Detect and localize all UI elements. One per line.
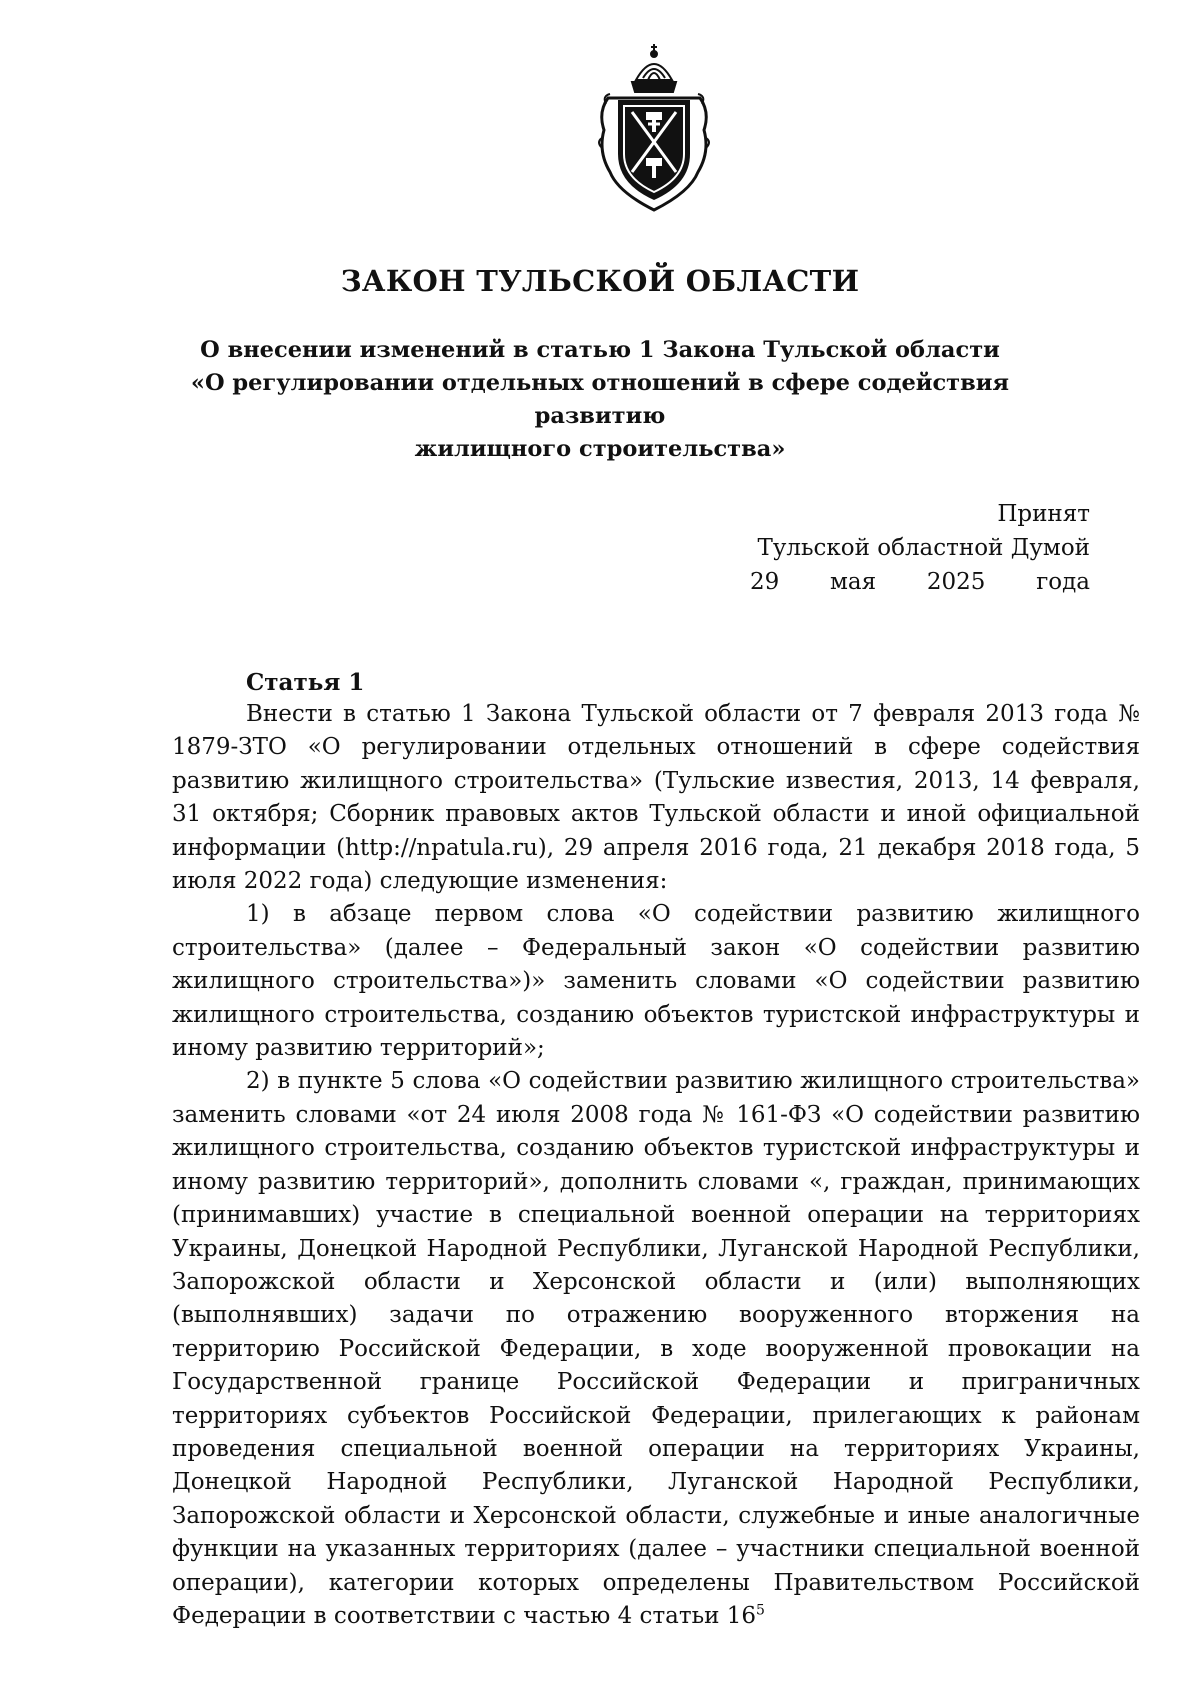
- article-intro-paragraph: Внести в статью 1 Закона Тульской области от 7 февраля 2013 года № 1879-ЗТО «О регулировании отдельных отношений в сфере содействия развитию жилищного строительства» (Тульские известия, 2013, 14 февраля, 31 октября; Сборник правовых актов Тульской области и иной официальной информации (http://npatula.ru), 29 апреля 2016 года, 21 декабря 2018 года, 5 июля 2022 года) следующие изменения:: [172, 701, 1140, 895]
- article-item-2: [172, 1065, 1140, 1633]
- article-body: [172, 698, 1140, 1633]
- article-item-1: 1) в абзаце первом слова «О содействии развитию жилищного строительства» (далее – Федеральный закон «О содействии развитию жилищного строительства»)» заменить словами «О содействии развитию жилищного строительства, созданию объектов туристской инфраструктуры и иному развитию территорий»;: [172, 901, 1140, 1062]
- subtitle-line: «О регулировании отдельных отношений в сфере содействия развитию: [190, 370, 1010, 429]
- adoption-block: [750, 497, 1090, 599]
- article-item-2-superscript: 5: [756, 1602, 765, 1619]
- article-heading: Статья 1: [246, 669, 365, 696]
- adoption-year-suffix: года: [1036, 569, 1090, 595]
- adoption-year: 2025: [926, 569, 986, 595]
- adoption-day: 29: [750, 569, 780, 595]
- subtitle-line: О внесении изменений в статью 1 Закона Тульской области: [200, 337, 1000, 363]
- tula-coat-of-arms-icon: [596, 42, 712, 214]
- article-item-2-text: 2) в пункте 5 слова «О содействии развитию жилищного строительства» заменить словами «от 24 июля 2008 года № 161-ФЗ «О содействии развитию жилищного строительства, созданию объектов туристской инфраструктуры и иному развитию территорий», дополнить словами «, граждан, принимающих (принимавших) участие в специальной военной операции на территориях Украины, Донецкой Народной Республики, Луганской Народной Республики, Запорожской области и Херсонской области и (или) выполняющих (выполнявших) задачи по отражению вооруженного вторжения на территорию Российской Федерации, в ходе вооруженной провокации на Государственной границе Российской Федерации и приграничных территориях субъектов Российской Федерации, прилегающих к районам проведения специальной военной операции на территориях Украины, Донецкой Народной Республики, Луганской Народной Республики, Запорожской области и Херсонской области, служебные и иные аналогичные функции на указанных территориях (далее – участники специальной военной операции), категории которых определены Правительством Российской Федерации в соответствии с частью 4 статьи 16: [172, 1068, 1140, 1629]
- law-subtitle: [130, 334, 1070, 466]
- law-title: ЗАКОН ТУЛЬСКОЙ ОБЛАСТИ: [340, 264, 860, 298]
- adopted-label: Принят: [997, 501, 1090, 527]
- adoption-month: мая: [830, 569, 877, 595]
- adopting-body: Тульской областной Думой: [757, 535, 1090, 561]
- adoption-date: [750, 565, 1090, 599]
- subtitle-line: жилищного строительства»: [414, 436, 786, 462]
